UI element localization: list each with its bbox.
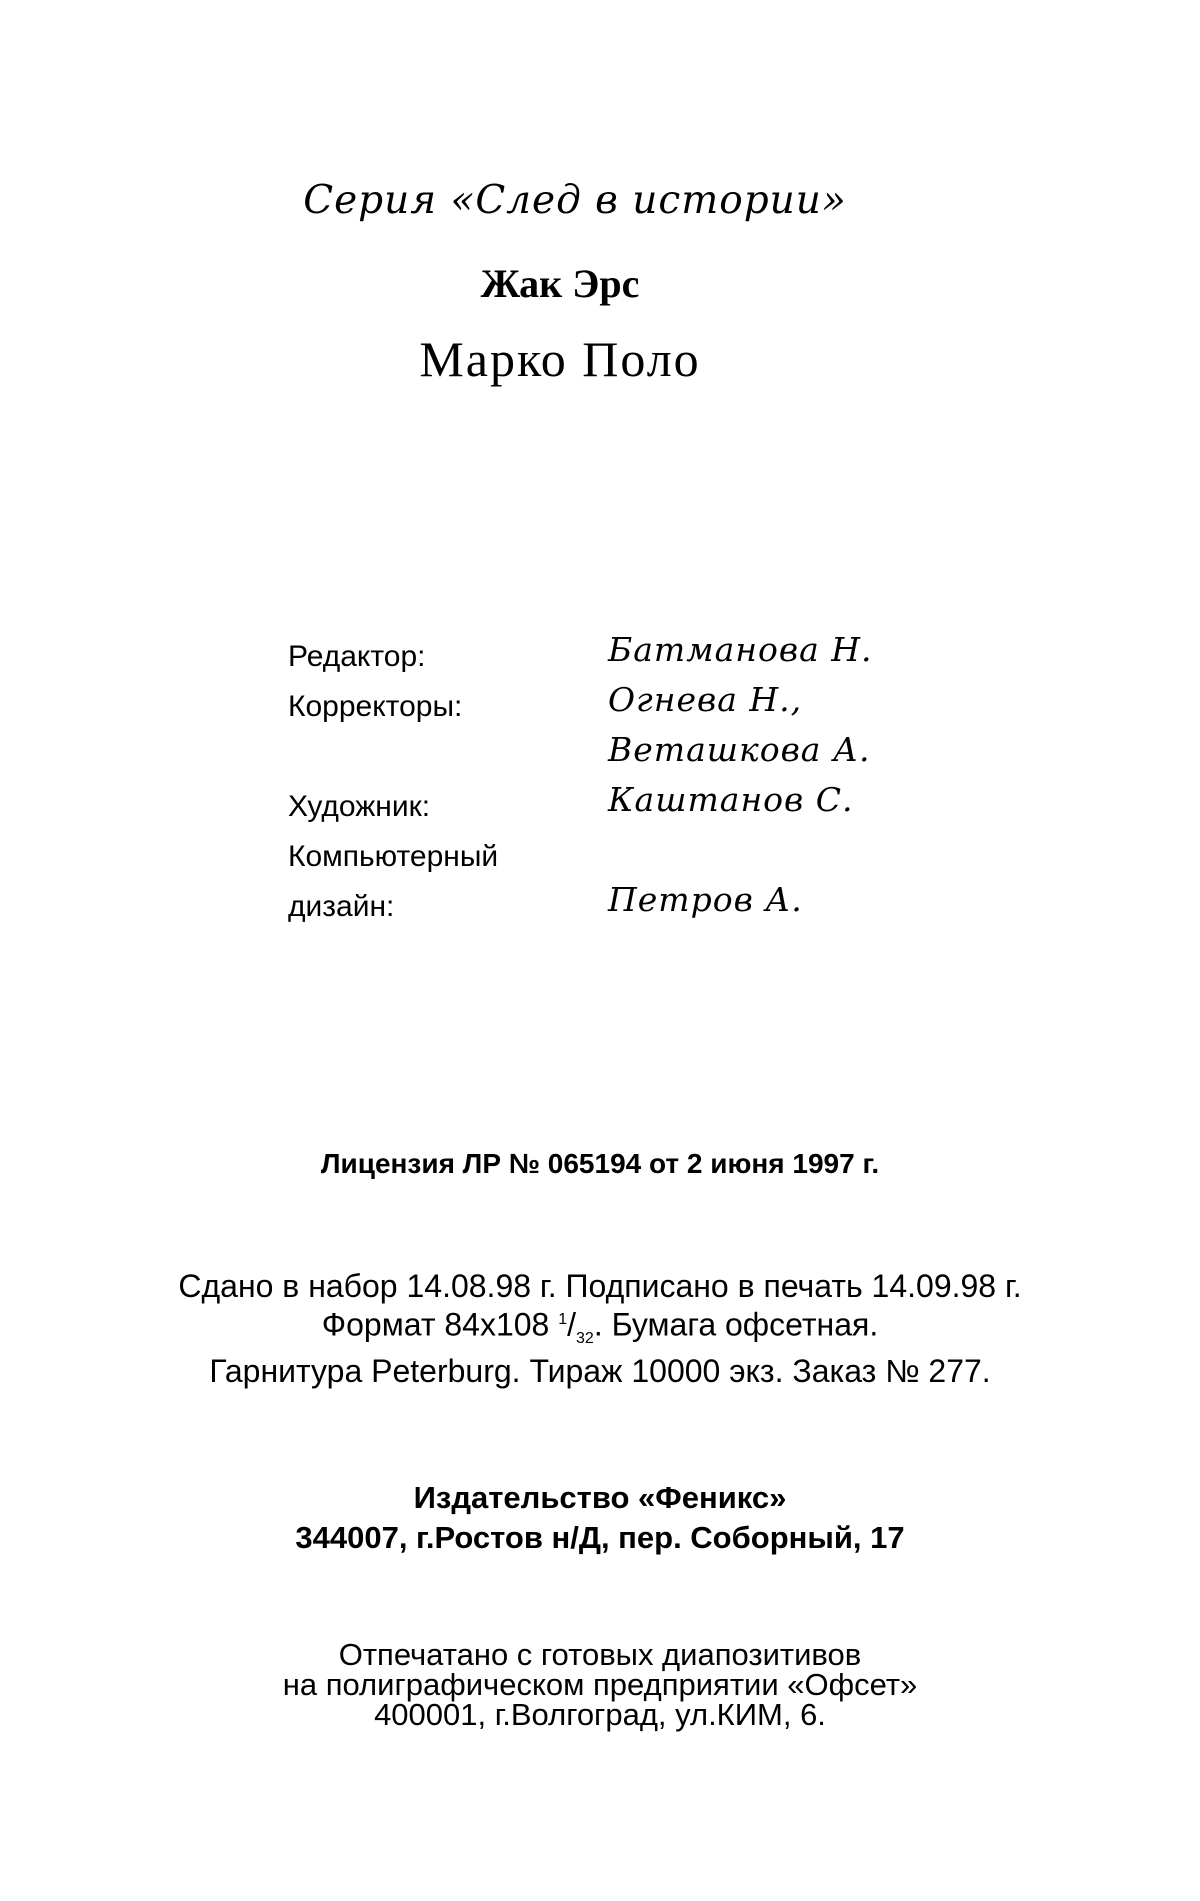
credit-name: Батманова Н. [608,630,873,669]
credit-label: Компьютерный [288,840,499,873]
credit-name: Огнева Н., [608,680,803,719]
credit-row [288,630,988,680]
publisher-name: Издательство «Феникс» [413,1480,787,1515]
format-denominator: 32 [576,1330,594,1348]
credit-row [288,830,988,880]
print-info-line: Гарнитура Peterburg. Тираж 10000 экз. Заказ № 277. [209,1353,991,1390]
credit-name: Каштанов С. [608,780,854,819]
publisher-block [0,1478,1200,1558]
credit-label: Художник: [288,790,431,823]
format-suffix: . Бумага офсетная. [593,1306,879,1343]
credit-label: дизайн: [288,890,395,923]
format-prefix: Формат 84х108 [321,1306,559,1343]
format-numerator: 1 [558,1311,568,1328]
credit-row [288,730,988,780]
book-title: Марко Поло [419,331,701,387]
printer-line: 400001, г.Волгоград, ул.КИМ, 6. [374,1697,826,1732]
print-format-line: Формат 84х108 $^1/_{32}$. Бумага офсетная. [321,1306,879,1348]
credit-row [288,880,988,930]
publisher-address: 344007, г.Ростов н/Д, пер. Соборный, 17 [295,1520,905,1555]
credits-list [288,630,988,930]
credit-label: Редактор: [288,640,426,673]
print-info-line: Сдано в набор 14.08.98 г. Подписано в печать 14.09.98 г. [178,1268,1022,1304]
printer-line: на полиграфическом предприятии «Офсет» [282,1667,918,1702]
author-name: Жак Эрс [480,261,640,306]
series-title: Серия «След в истории» [303,178,847,223]
printer-block [0,1637,1200,1732]
credit-name: Веташкова А. [608,730,871,769]
license-line: Лицензия ЛР № 065194 от 2 июня 1997 г. [320,1148,880,1179]
credit-row [288,780,988,830]
printer-line: Отпечатано с готовых диапозитивов [338,1637,862,1672]
credit-label: Корректоры: [288,690,463,723]
credit-name: Петров А. [608,880,803,919]
credit-row [288,680,988,730]
print-info [0,1270,1200,1388]
